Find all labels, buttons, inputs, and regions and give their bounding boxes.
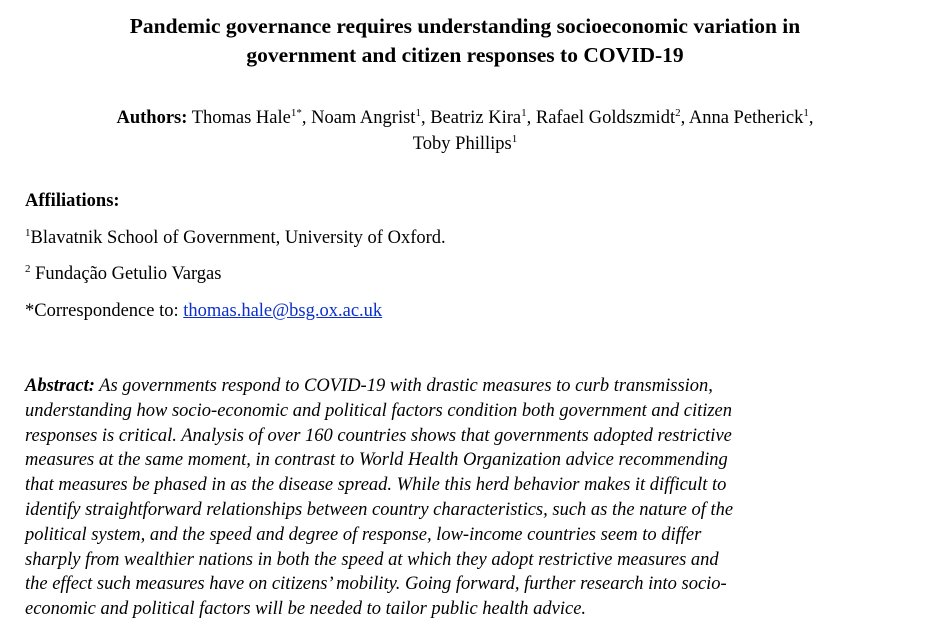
abstract-line: sharply from wealthier nations in both the speed at which they adopt restrictive measures and (25, 549, 719, 570)
author-name: Rafael Goldszmidt (535, 108, 676, 128)
author-name: Thomas Hale (191, 108, 291, 128)
author-affiliation-mark: 1 (521, 107, 527, 119)
correspondence (25, 299, 382, 323)
affiliations-heading: Affiliations: (25, 191, 120, 211)
affiliation-2 (25, 262, 221, 286)
affiliation-text: Blavatnik School of Government, University of Oxford. (30, 228, 446, 248)
author-list: Authors: Thomas Hale$^{1*}$, Noam Angrist$^1$, Beatriz Kira$^1$, Rafael Goldszmidt$^2$, Anna Petherick$^1$, Toby Phillips$^1$ (116, 107, 814, 154)
correspondence-email-link[interactable]: thomas.hale@bsg.ox.ac.uk (183, 301, 383, 321)
author-name: Beatriz Kira (430, 108, 522, 128)
author-affiliation-mark: 1 (803, 107, 809, 119)
affiliation-mark: 1 (25, 227, 31, 239)
authors-label: Authors: (116, 108, 188, 128)
abstract-line: measures at the same moment, in contrast to World Health Organization advice recommending (25, 450, 728, 471)
author-affiliation-mark: 1 (511, 133, 518, 145)
paper-title (20, 12, 910, 70)
abstract-label: Abstract: (25, 376, 95, 396)
abstract-line: identify straightforward relationships between country characteristics, such as the nature of the (25, 499, 734, 520)
author-name: Toby Phillips (412, 134, 512, 154)
title-line-1: Pandemic governance requires understanding socioeconomic variation in (129, 14, 801, 38)
abstract-line: the effect such measures have on citizens’ mobility. Going forward, further research into socio- (25, 574, 727, 595)
affiliation-1 (25, 226, 446, 250)
abstract-line: responses is critical. Analysis of over 160 countries shows that governments adopted restrictive (25, 425, 732, 446)
abstract (25, 374, 910, 622)
correspondence-label: *Correspondence to: (25, 301, 184, 321)
abstract-line: understanding how socio-economic and political factors condition both government and citizen (25, 400, 733, 421)
author-affiliation-mark: 2 (675, 107, 681, 119)
author-affiliation-mark: 1 (415, 107, 421, 119)
title-line-2: government and citizen responses to COVID-19 (246, 43, 684, 67)
affiliation-mark: 2 (25, 263, 31, 275)
abstract-text: As governments respond to COVID-19 with drastic measures to curb transmission, (94, 376, 713, 396)
author-name: Anna Petherick (688, 108, 804, 128)
abstract-line: economic and political factors will be needed to tailor public health advice. (25, 599, 587, 620)
author-affiliation-mark: 1* (290, 107, 302, 119)
abstract-line: that measures be phased in as the disease spread. While this herd behavior makes it difficult to (25, 475, 727, 496)
affiliation-text: Fundação Getulio Vargas (30, 264, 222, 284)
abstract-line: political system, and the speed and degree of response, low-income countries seem to differ (25, 524, 702, 545)
author-name: Noam Angrist (311, 108, 416, 128)
abstract-line (25, 374, 910, 399)
